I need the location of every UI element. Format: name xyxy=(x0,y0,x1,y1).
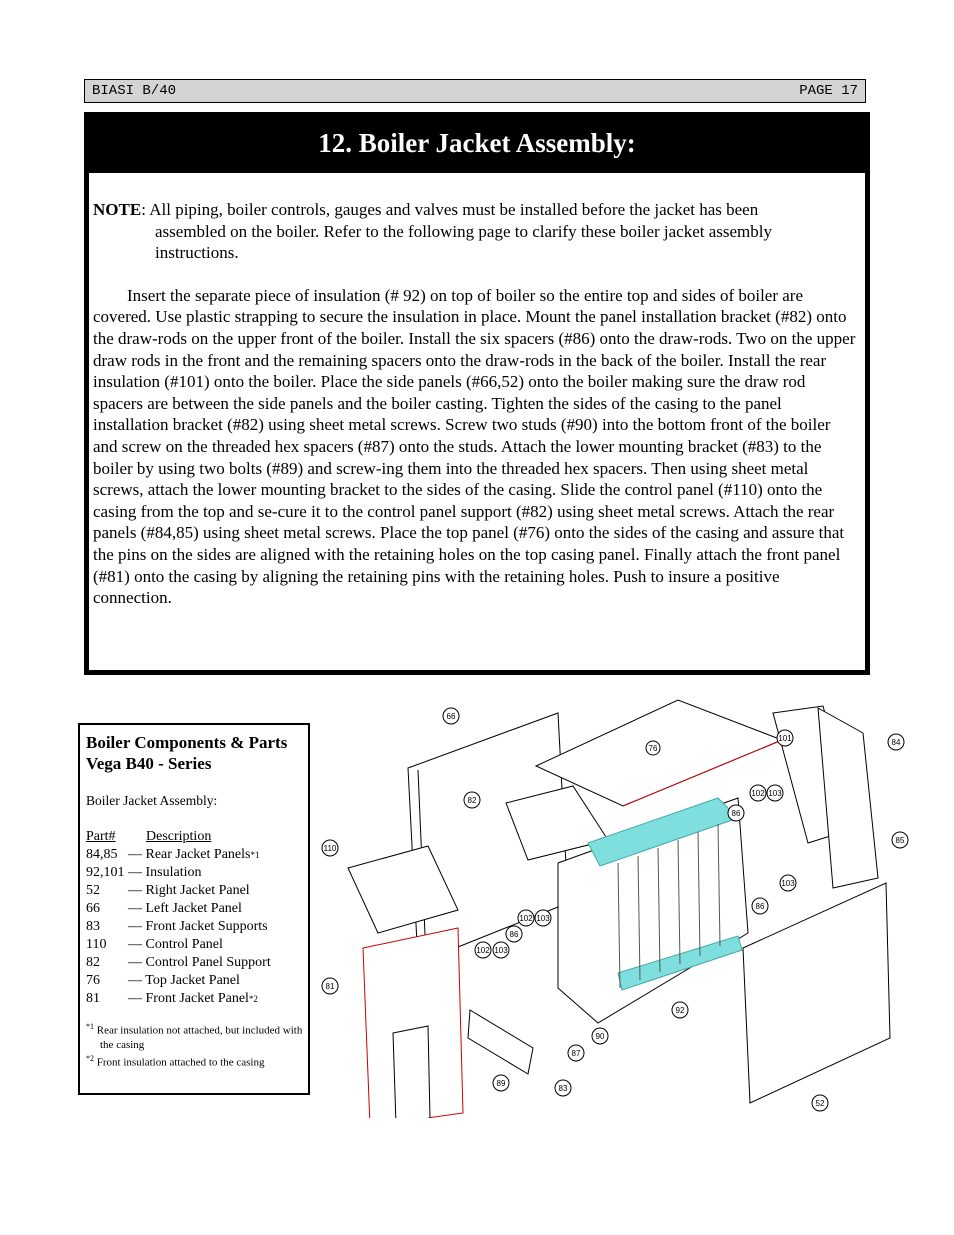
svg-text:110: 110 xyxy=(323,844,337,853)
part-description: — Rear Jacket Panels xyxy=(128,847,251,862)
parts-rows xyxy=(86,846,308,1008)
footnote-2: Front insulation attached to the casing xyxy=(96,1056,265,1069)
note-rest: assembled on the boiler. Refer to the following page to clarify these boiler jacket assembly instructions. xyxy=(155,221,773,263)
parts-row xyxy=(86,918,308,936)
footnote-mark: *2 xyxy=(86,1053,94,1063)
callout-label xyxy=(464,792,480,808)
svg-text:103: 103 xyxy=(781,879,795,888)
header-page-number: PAGE 17 xyxy=(799,83,858,99)
svg-text:103: 103 xyxy=(536,914,550,923)
svg-text:102: 102 xyxy=(519,914,533,923)
note-block xyxy=(93,199,859,264)
parts-row xyxy=(86,864,308,882)
svg-text:90: 90 xyxy=(595,1032,605,1041)
callout-label xyxy=(322,840,338,856)
svg-text:76: 76 xyxy=(648,744,658,753)
callout-label xyxy=(535,910,551,926)
callout-label xyxy=(892,832,908,848)
svg-text:86: 86 xyxy=(755,902,765,911)
part-number: 110 xyxy=(86,937,107,952)
callout-label xyxy=(728,805,744,821)
note-first-line: : All piping, boiler controls, gauges and valves must be installed before the jacket has been xyxy=(141,200,759,219)
parts-row xyxy=(86,972,308,990)
part-description: — Right Jacket Panel xyxy=(128,883,250,898)
svg-text:101: 101 xyxy=(778,734,792,743)
rear-jacket-panel-85 xyxy=(818,708,878,888)
front-jacket-support xyxy=(468,1010,533,1074)
section-title: 12. Boiler Jacket Assembly: xyxy=(318,128,636,158)
callout-label xyxy=(812,1095,828,1111)
svg-text:92: 92 xyxy=(675,1006,685,1015)
part-mark: *1 xyxy=(250,850,260,860)
callout-label xyxy=(752,898,768,914)
parts-row xyxy=(86,900,308,918)
callout-label xyxy=(493,942,509,958)
parts-list-box xyxy=(78,723,310,1095)
part-description: — Left Jacket Panel xyxy=(128,901,242,916)
part-mark: *2 xyxy=(248,994,258,1004)
svg-text:82: 82 xyxy=(467,796,477,805)
part-number: 76 xyxy=(86,973,100,988)
callout-label xyxy=(592,1028,608,1044)
page-header xyxy=(84,79,866,103)
svg-text:83: 83 xyxy=(558,1084,568,1093)
callout-label xyxy=(493,1075,509,1091)
callout-label xyxy=(568,1045,584,1061)
part-number: 66 xyxy=(86,901,100,916)
parts-title: Boiler Components & Parts Vega B40 - Series xyxy=(86,733,288,773)
svg-text:103: 103 xyxy=(494,946,508,955)
callout-label xyxy=(750,785,766,801)
part-number: 52 xyxy=(86,883,100,898)
callout-label xyxy=(672,1002,688,1018)
section-jacket-assembly xyxy=(84,112,870,675)
callout-label xyxy=(888,734,904,750)
svg-text:102: 102 xyxy=(476,946,490,955)
svg-text:87: 87 xyxy=(571,1049,581,1058)
note-label: NOTE xyxy=(93,200,142,219)
callout-label xyxy=(518,910,534,926)
part-number: 84,85 xyxy=(86,847,118,862)
svg-text:102: 102 xyxy=(751,789,765,798)
part-description: — Control Panel Support xyxy=(128,955,271,970)
svg-text:52: 52 xyxy=(815,1099,825,1108)
footnote-mark: *1 xyxy=(86,1022,94,1031)
parts-subtitle: Boiler Jacket Assembly: xyxy=(86,793,218,808)
instructions-paragraph: Insert the separate piece of insulation (# 92) on top of boiler so the entire top and sides of boiler are covered. Use plastic strapping to secure the insulation in place. Mount the panel installation bracket (#82) onto the draw-rods on the upper front of the boiler. Install the six spacers (#86) onto the draw-rods. Two on the upper draw rods in the front and the remaining spacers onto the draw-rods in the back of the boiler. Install the rear insulation (#101) onto the boiler. Place the side panels (#66,52) onto the boiler making sure the draw rod spacers are between the side panels and the boiler casting. Tighten the sides of the casing to the panel installation bracket (#82) using sheet metal screws. Screw two studs (#90) into the bottom front of the boiler and screw on the threaded hex spacers (#87) onto the studs. Attach the lower mounting bracket (#83) to the boiler by using two bolts (#89) and screw-ing them into the threaded hex spacers. Then using sheet metal screws, attach the lower mounting bracket to the sides of the casing. Slide the control panel (#110) onto the casing from the top and se-cure it to the control panel support (#82) using sheet metal screws. Attach the rear panels (#84,85) using sheet metal screws. Place the top panel (#76) onto the sides of the casing and assure that the pins on the sides are aligned with the retaining holes on the top casing panel. Finally attach the front panel (#81) onto the casing by aligning the retaining pins with the retaining holes. Push to insure a positive connection. xyxy=(93,285,856,608)
part-number: 92,101 xyxy=(86,865,125,880)
parts-row xyxy=(86,846,308,864)
svg-text:89: 89 xyxy=(496,1079,506,1088)
section-body xyxy=(88,172,866,671)
exploded-assembly-diagram xyxy=(318,688,918,1118)
svg-text:66: 66 xyxy=(446,712,456,721)
part-description: — Front Jacket Panel xyxy=(128,991,249,1006)
svg-text:81: 81 xyxy=(325,982,335,991)
svg-text:84: 84 xyxy=(891,738,901,747)
callout-label xyxy=(767,785,783,801)
svg-text:86: 86 xyxy=(731,809,741,818)
parts-row xyxy=(86,954,308,972)
footnotes xyxy=(86,1020,308,1069)
callout-label xyxy=(646,741,660,755)
part-number: 83 xyxy=(86,919,100,934)
callout-label xyxy=(555,1080,571,1096)
parts-row xyxy=(86,936,308,954)
part-description: — Insulation xyxy=(128,865,202,880)
callout-label xyxy=(443,708,459,724)
callout-label xyxy=(475,942,491,958)
part-number: 82 xyxy=(86,955,100,970)
parts-row xyxy=(86,882,308,900)
parts-col-desc: Description xyxy=(146,829,212,844)
svg-text:85: 85 xyxy=(895,836,905,845)
part-description: — Top Jacket Panel xyxy=(128,973,240,988)
callout-label xyxy=(506,926,522,942)
part-number: 81 xyxy=(86,991,100,1006)
part-description: — Front Jacket Supports xyxy=(128,919,268,934)
footnote-1: Rear insulation not attached, but included with the casing xyxy=(96,1024,303,1051)
header-model: BIASI B/40 xyxy=(92,83,177,99)
parts-col-part: Part# xyxy=(86,829,116,844)
part-description: — Control Panel xyxy=(128,937,223,952)
svg-text:86: 86 xyxy=(509,930,519,939)
svg-text:103: 103 xyxy=(768,789,782,798)
parts-row xyxy=(86,990,308,1008)
callout-label xyxy=(777,730,793,746)
right-jacket-panel xyxy=(743,883,890,1103)
parts-header-row xyxy=(86,828,308,846)
callout-label xyxy=(780,875,796,891)
callout-label xyxy=(322,978,338,994)
